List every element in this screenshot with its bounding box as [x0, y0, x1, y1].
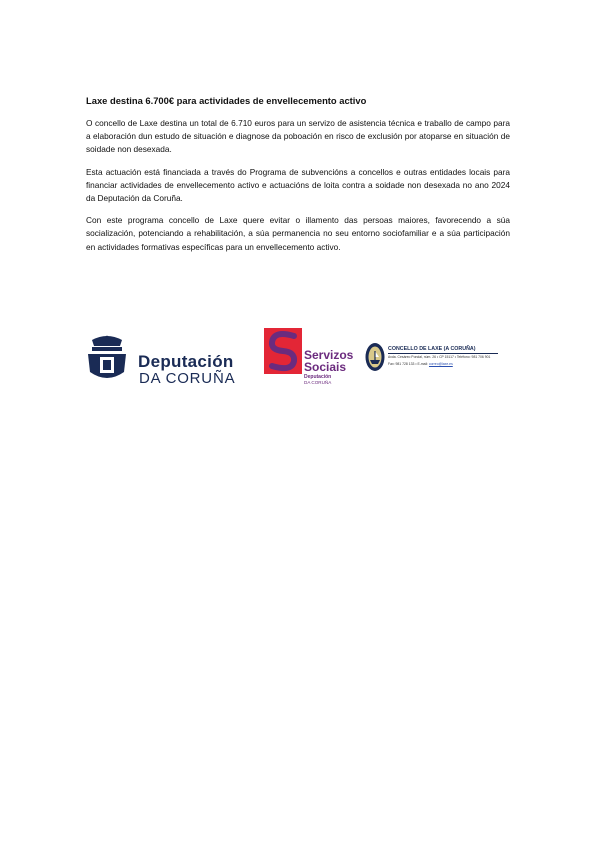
deputacion-logo-line1: Deputación: [138, 352, 234, 371]
laxe-seal-icon: [365, 342, 385, 372]
servizos-sociais-line2: Sociais: [304, 360, 347, 374]
article-paragraph-3: Con este programa concello de Laxe quere evitar o illamento das persoas maiores, favorecendo a súa socialización, potenciando a rehabilitación, a súa permanencia no seu entorno sociofamiliar e a súa participación en actividades formativas específicas para un envellecemento activo.: [86, 215, 510, 252]
servizos-sociais-line4: DA CORUÑA: [304, 380, 332, 385]
servizos-sociais-mark-icon: [264, 328, 302, 374]
deputacion-logo-line2: DA CORUÑA: [139, 370, 236, 387]
laxe-divider: [388, 353, 498, 354]
laxe-logo: [365, 342, 515, 378]
article: [86, 95, 510, 263]
servizos-sociais-line3: Deputación: [304, 374, 332, 380]
servizos-sociais-line1: Servizos: [304, 348, 354, 362]
deputacion-emblem-icon: [84, 334, 130, 384]
deputacion-logo: [84, 334, 256, 387]
laxe-contact: [388, 362, 453, 366]
article-title: Laxe destina 6.700€ para actividades de envellecemento activo: [86, 95, 367, 106]
laxe-name: CONCELLO DE LAXE (A CORUÑA): [388, 346, 476, 352]
servizos-sociais-logo: [264, 326, 360, 388]
article-paragraph-2: Esta actuación está financiada a través do Programa de subvencións a concellos e outras entidades locais para financiar actividades de envellecemento activo e actuacións de loita contra a soidade non desexada no ano 2024 da Deputación da Coruña.: [86, 166, 510, 204]
laxe-contact-prefix: Fax: 981 728 133 • E-mail:: [388, 362, 429, 366]
laxe-email-link[interactable]: correo@laxe.es: [428, 362, 453, 366]
laxe-address: Avda. Cesáreo Pondal, núm. 26 • CP 15117 • Teléfono: 981 706 901: [388, 355, 491, 359]
footer-logos: [84, 326, 514, 388]
article-paragraph-1: O concello de Laxe destina un total de 6.710 euros para un servizo de asistencia técnica e traballo de campo para a elaboración dun estudo de situación e diagnose da poboación en risco de exclusión por atoparse en situación de soidade non desexada.: [86, 118, 510, 155]
